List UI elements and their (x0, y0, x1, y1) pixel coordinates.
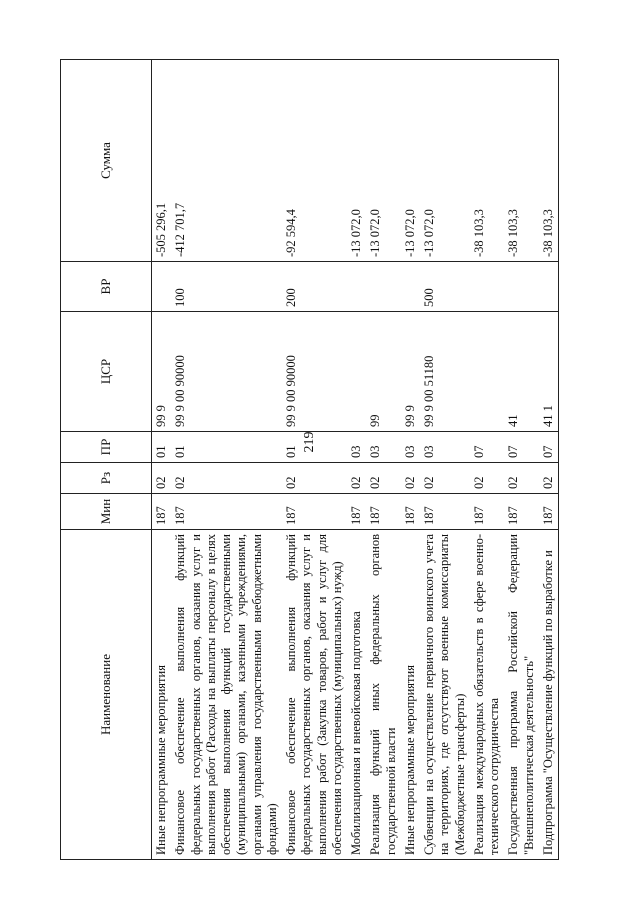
table-row (420, 60, 470, 860)
cell-pr: 07 (470, 432, 505, 463)
cell-pr: 01 (152, 432, 172, 463)
header-csr: ЦСР (61, 312, 152, 432)
cell-vr (539, 262, 559, 312)
cell-min: 187 (420, 494, 470, 530)
cell-name: Подпрограмма "Осуществление функций по выработке и (539, 530, 559, 860)
cell-name: Иные непрограммные мероприятия (152, 530, 172, 860)
header-rz: Рз (61, 463, 152, 494)
cell-name: Реализация функций иных федеральных органов государственной власти (366, 530, 401, 860)
table-row (366, 60, 401, 860)
cell-csr: 99 9 00 90000 (171, 312, 282, 432)
cell-sum: -38 103,3 (539, 60, 559, 262)
cell-sum: -412 701,7 (171, 60, 282, 262)
cell-pr: 01 (171, 432, 282, 463)
header-vr: ВР (61, 262, 152, 312)
cell-vr (504, 262, 539, 312)
cell-name: Реализация международных обязательств в сфере военно-технического сотрудничества (470, 530, 505, 860)
cell-rz: 02 (420, 463, 470, 494)
table-row (539, 60, 559, 860)
table-header-row (61, 60, 152, 860)
cell-name: Мобилизационная и вневойсковая подготовка (347, 530, 366, 860)
cell-min: 187 (282, 494, 347, 530)
page-number: 219 (302, 431, 317, 453)
cell-csr: 41 (504, 312, 539, 432)
cell-pr: 03 (420, 432, 470, 463)
cell-name: Иные непрограммные мероприятия (401, 530, 420, 860)
table-row (504, 60, 539, 860)
cell-rz: 02 (401, 463, 420, 494)
budget-table (60, 59, 559, 860)
cell-pr: 01 (282, 432, 347, 463)
cell-sum: -13 072,0 (401, 60, 420, 262)
cell-sum: -13 072,0 (347, 60, 366, 262)
cell-rz: 02 (171, 463, 282, 494)
header-pr: ПР (61, 432, 152, 463)
cell-rz: 02 (282, 463, 347, 494)
cell-name: Государственная программа Российской Федерации "Внешнеполитическая деятельность" (504, 530, 539, 860)
cell-min: 187 (171, 494, 282, 530)
cell-sum: -38 103,3 (470, 60, 505, 262)
cell-csr (470, 312, 505, 432)
cell-sum: -38 103,3 (504, 60, 539, 262)
cell-rz: 02 (152, 463, 172, 494)
cell-rz: 02 (539, 463, 559, 494)
table-row (347, 60, 366, 860)
header-min: Мин (61, 494, 152, 530)
cell-vr: 200 (282, 262, 347, 312)
cell-csr: 99 9 (152, 312, 172, 432)
cell-csr: 99 (366, 312, 401, 432)
cell-vr: 500 (420, 262, 470, 312)
header-name: Наименование (61, 530, 152, 860)
cell-min: 187 (347, 494, 366, 530)
cell-min: 187 (504, 494, 539, 530)
cell-rz: 02 (470, 463, 505, 494)
cell-vr (152, 262, 172, 312)
cell-pr: 03 (401, 432, 420, 463)
cell-vr (347, 262, 366, 312)
cell-min: 187 (366, 494, 401, 530)
table-body (152, 60, 559, 860)
table-row (171, 60, 282, 860)
header-sum: Сумма (61, 60, 152, 262)
cell-vr: 100 (171, 262, 282, 312)
cell-name: Финансовое обеспечение выполнения функций федеральных государственных органов, оказания услуг и выполнения работ (Закупка товаров, работ и услуг для обеспечения государственных (муниципальных) нужд) (282, 530, 347, 860)
cell-min: 187 (539, 494, 559, 530)
cell-sum: -13 072,0 (420, 60, 470, 262)
cell-sum: -505 296,1 (152, 60, 172, 262)
rotated-page-content (60, 60, 600, 860)
cell-min: 187 (470, 494, 505, 530)
cell-rz: 02 (347, 463, 366, 494)
table-row (470, 60, 505, 860)
cell-csr: 99 9 00 51180 (420, 312, 470, 432)
cell-pr: 03 (347, 432, 366, 463)
cell-min: 187 (152, 494, 172, 530)
cell-pr: 03 (366, 432, 401, 463)
cell-csr: 99 9 00 90000 (282, 312, 347, 432)
cell-name: Финансовое обеспечение выполнения функций федеральных государственных органов, оказания услуг и выполнения работ (Расходы на выплаты персоналу в целях обеспечения выполнения функций государственными (муниципальными) органами, казенными учреждениями, органами управления государственными внебюджетными фондами) (171, 530, 282, 860)
cell-sum: -92 594,4 (282, 60, 347, 262)
cell-csr: 99 9 (401, 312, 420, 432)
cell-vr (401, 262, 420, 312)
cell-csr: 41 1 (539, 312, 559, 432)
table-row (152, 60, 172, 860)
cell-pr: 07 (504, 432, 539, 463)
cell-pr: 07 (539, 432, 559, 463)
cell-sum: -13 072,0 (366, 60, 401, 262)
table-row (282, 60, 347, 860)
table-row (401, 60, 420, 860)
cell-name: Субвенции на осуществление первичного воинского учета на территориях, где отсутствуют военные комиссариаты (Межбюджетные трансферты) (420, 530, 470, 860)
cell-min: 187 (401, 494, 420, 530)
cell-vr (366, 262, 401, 312)
cell-rz: 02 (504, 463, 539, 494)
cell-csr (347, 312, 366, 432)
cell-vr (470, 262, 505, 312)
cell-rz: 02 (366, 463, 401, 494)
